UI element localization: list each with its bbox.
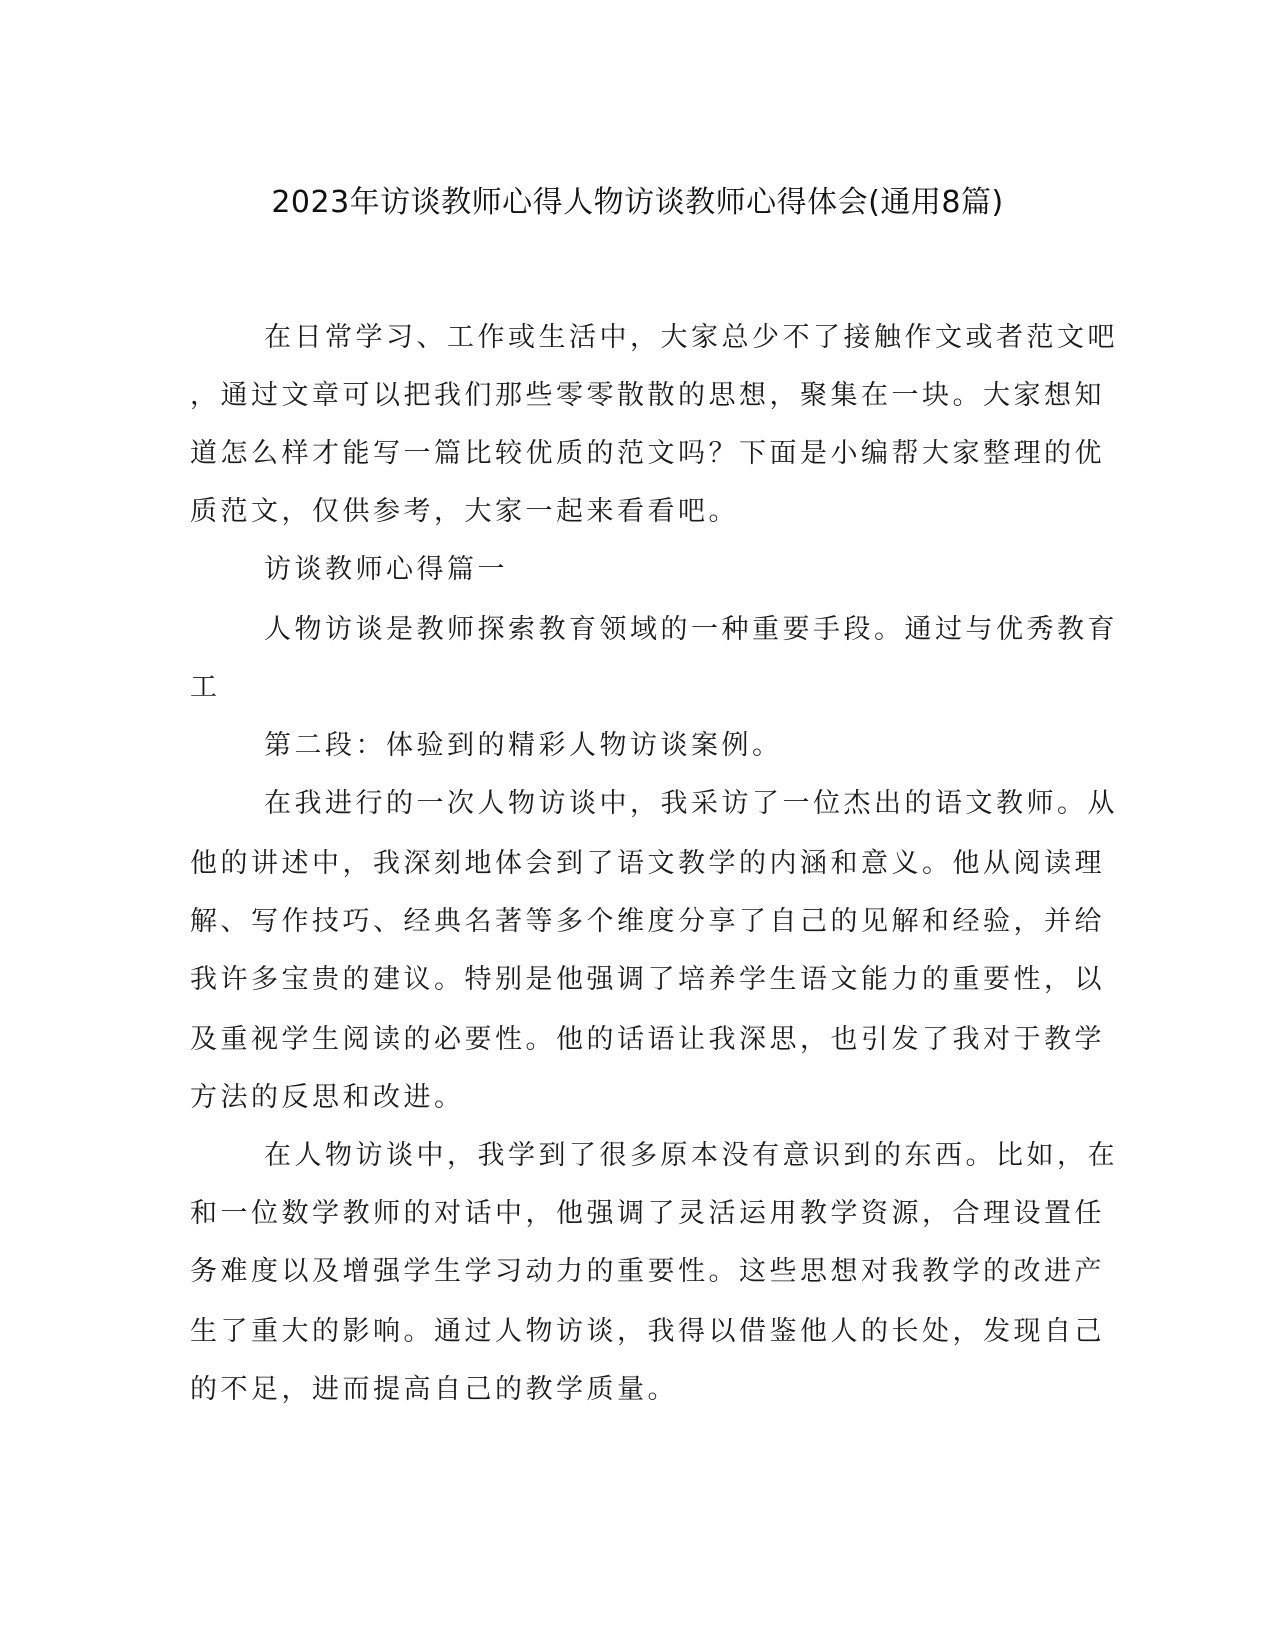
paragraph-line: 方法的反思和改进。 bbox=[190, 1082, 465, 1113]
paragraph-line: 他的讲述中，我深刻地体会到了语文教学的内涵和意义。他从阅读理 bbox=[190, 848, 1105, 879]
paragraph-line: 道怎么样才能写一篇比较优质的范文吗？下面是小编帮大家整理的优 bbox=[190, 438, 1105, 469]
paragraph-line: ，通过文章可以把我们那些零零散散的思想，聚集在一块。大家想知 bbox=[190, 380, 1105, 411]
paragraph-line: 在人物访谈中，我学到了很多原本没有意识到的东西。比如，在 bbox=[264, 1140, 1118, 1171]
paragraph-line: 我许多宝贵的建议。特别是他强调了培养学生语文能力的重要性，以 bbox=[190, 964, 1105, 995]
paragraph-line: 生了重大的影响。通过人物访谈，我得以借鉴他人的长处，发现自己 bbox=[190, 1316, 1105, 1347]
paragraph-line: 和一位数学教师的对话中，他强调了灵活运用教学资源，合理设置任 bbox=[190, 1198, 1105, 1229]
paragraph-line: 人物访谈是教师探索教育领域的一种重要手段。通过与优秀教育 bbox=[264, 614, 1118, 645]
paragraph-line: 质范文，仅供参考，大家一起来看看吧。 bbox=[190, 496, 739, 527]
paragraph-line: 工 bbox=[190, 672, 221, 703]
paragraph-line: 在我进行的一次人物访谈中，我采访了一位杰出的语文教师。从 bbox=[264, 788, 1118, 819]
paragraph-line: 的不足，进而提高自己的教学质量。 bbox=[190, 1374, 678, 1405]
paragraph-line: 及重视学生阅读的必要性。他的话语让我深思，也引发了我对于教学 bbox=[190, 1024, 1105, 1055]
paragraph-line: 解、写作技巧、经典名著等多个维度分享了自己的见解和经验，并给 bbox=[190, 906, 1105, 937]
paragraph-line: 第二段：体验到的精彩人物访谈案例。 bbox=[264, 730, 783, 761]
paragraph-line: 务难度以及增强学生学习动力的重要性。这些思想对我教学的改进产 bbox=[190, 1256, 1105, 1287]
section-heading: 访谈教师心得篇一 bbox=[264, 554, 508, 585]
paragraph-line: 在日常学习、工作或生活中，大家总少不了接触作文或者范文吧 bbox=[264, 322, 1118, 353]
document-title: 2023年访谈教师心得人物访谈教师心得体会(通用8篇) bbox=[271, 185, 1004, 220]
